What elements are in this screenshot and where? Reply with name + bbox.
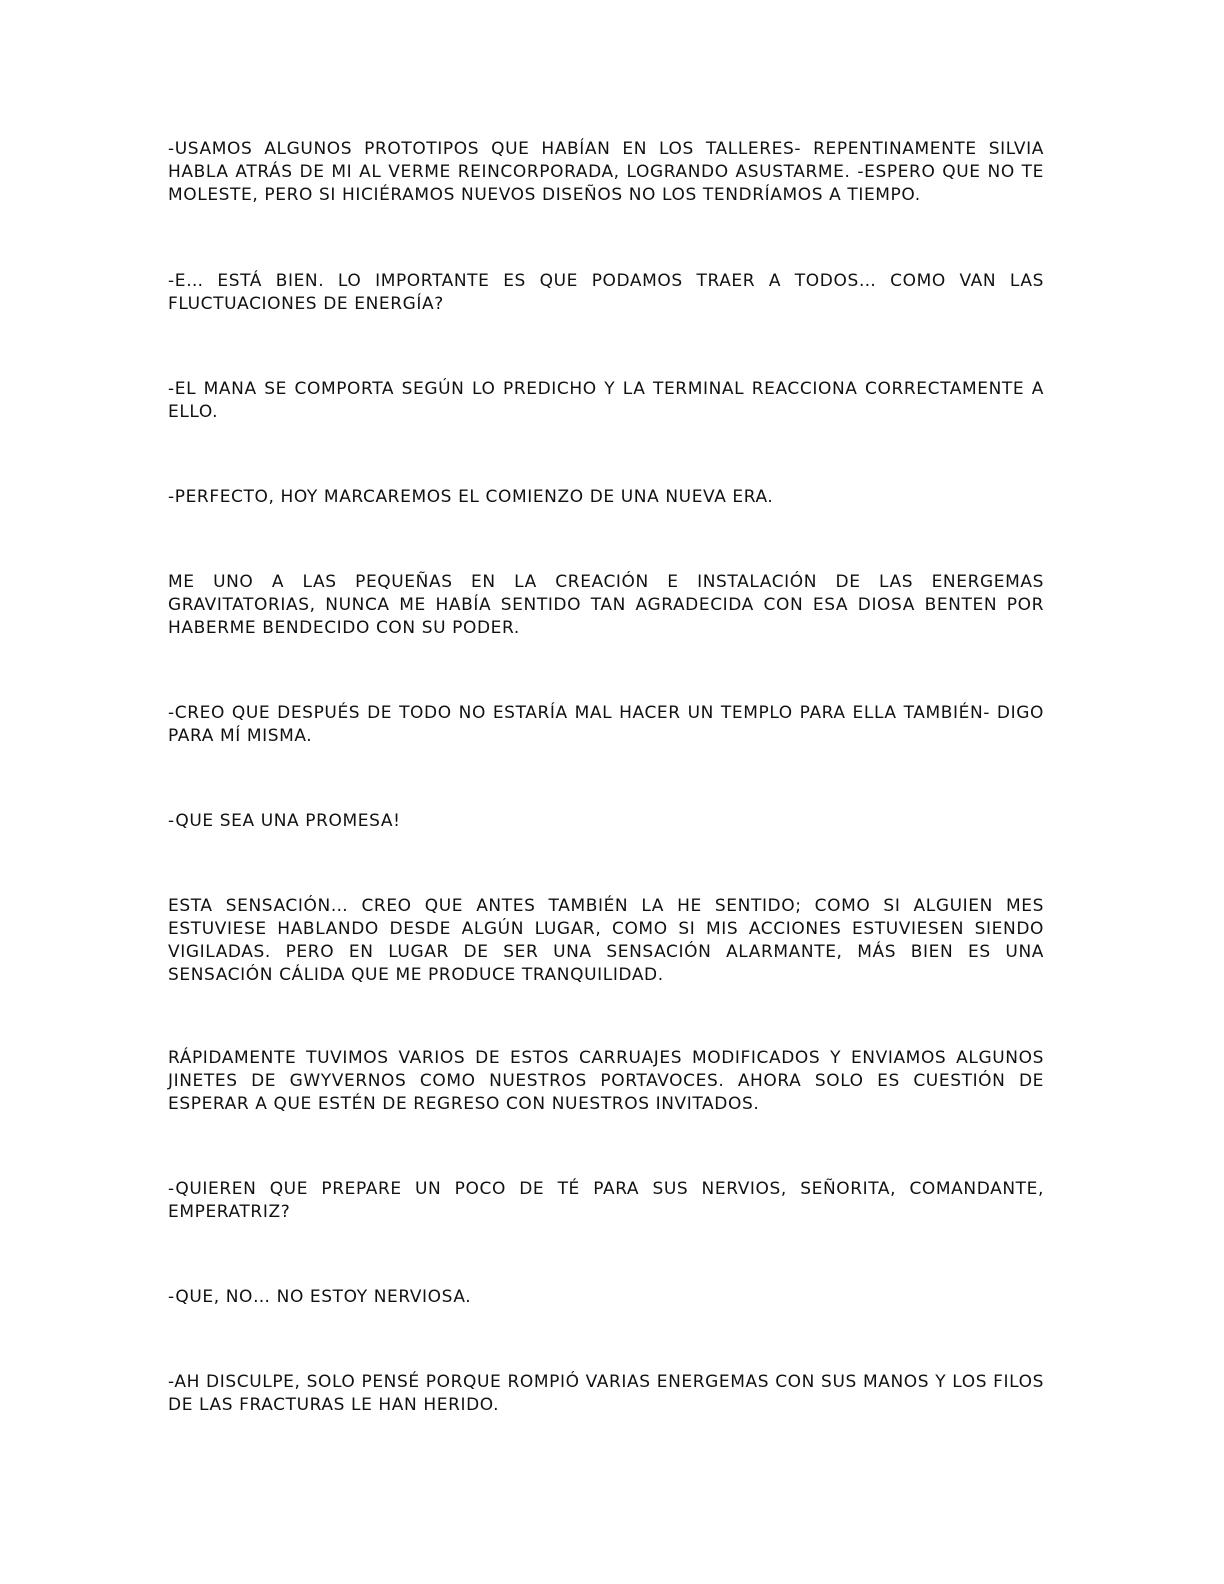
paragraph-8: ESTA SENSACIÓN… CREO QUE ANTES TAMBIÉN LA HE SENTIDO; COMO SI ALGUIEN MES ESTUVIESE HABLANDO DESDE ALGÚN LUGAR, COMO SI MIS ACCIONES ESTUVIESEN SIENDO VIGILADAS. PERO EN LUGAR DE SER UNA SENSACIÓN ALARMANTE, MÁS BIEN ES UNA SENSACIÓN CÁLIDA QUE ME PRODUCE TRANQUILIDAD. <box>168 896 1044 985</box>
paragraph-6: -CREO QUE DESPUÉS DE TODO NO ESTARÍA MAL HACER UN TEMPLO PARA ELLA TAMBIÉN- DIGO PARA MÍ MISMA. <box>168 703 1044 746</box>
paragraph-1: -USAMOS ALGUNOS PROTOTIPOS QUE HABÍAN EN LOS TALLERES- REPENTINAMENTE SILVIA HABLA ATRÁS DE MI AL VERME REINCORPORADA, LOGRANDO ASUSTARME. -ESPERO QUE NO TE MOLESTE, PERO SI HICIÉRAMOS NUEVOS DISEÑOS NO LOS TENDRÍAMOS A TIEMPO. <box>168 139 1044 205</box>
paragraph-11: -QUE, NO… NO ESTOY NERVIOSA. <box>168 1287 472 1307</box>
paragraph-10: -QUIEREN QUE PREPARE UN POCO DE TÉ PARA SUS NERVIOS, SEÑORITA, COMANDANTE, EMPERATRIZ? <box>168 1179 1044 1222</box>
paragraph-9: RÁPIDAMENTE TUVIMOS VARIOS DE ESTOS CARRUAJES MODIFICADOS Y ENVIAMOS ALGUNOS JINETES DE GWYVERNOS COMO NUESTROS PORTAVOCES. AHORA SOLO ES CUESTIÓN DE ESPERAR A QUE ESTÉN DE REGRESO CON NUESTROS INVITADOS. <box>168 1048 1044 1114</box>
document-page <box>168 0 1044 1584</box>
paragraph-3: -EL MANA SE COMPORTA SEGÚN LO PREDICHO Y LA TERMINAL REACCIONA CORRECTAMENTE A ELLO. <box>168 379 1044 422</box>
paragraph-4: -PERFECTO, HOY MARCAREMOS EL COMIENZO DE UNA NUEVA ERA. <box>168 487 774 507</box>
paragraph-5: ME UNO A LAS PEQUEÑAS EN LA CREACIÓN E INSTALACIÓN DE LAS ENERGEMAS GRAVITATORIAS, NUNCA ME HABÍA SENTIDO TAN AGRADECIDA CON ESA DIOSA BENTEN POR HABERME BENDECIDO CON SU PODER. <box>168 572 1044 638</box>
paragraph-7: -QUE SEA UNA PROMESA! <box>168 811 401 831</box>
paragraph-12: -AH DISCULPE, SOLO PENSÉ PORQUE ROMPIÓ VARIAS ENERGEMAS CON SUS MANOS Y LOS FILOS DE LAS FRACTURAS LE HAN HERIDO. <box>168 1372 1044 1415</box>
paragraph-2: -E… ESTÁ BIEN. LO IMPORTANTE ES QUE PODAMOS TRAER A TODOS… COMO VAN LAS FLUCTUACIONES DE ENERGÍA? <box>168 271 1044 314</box>
